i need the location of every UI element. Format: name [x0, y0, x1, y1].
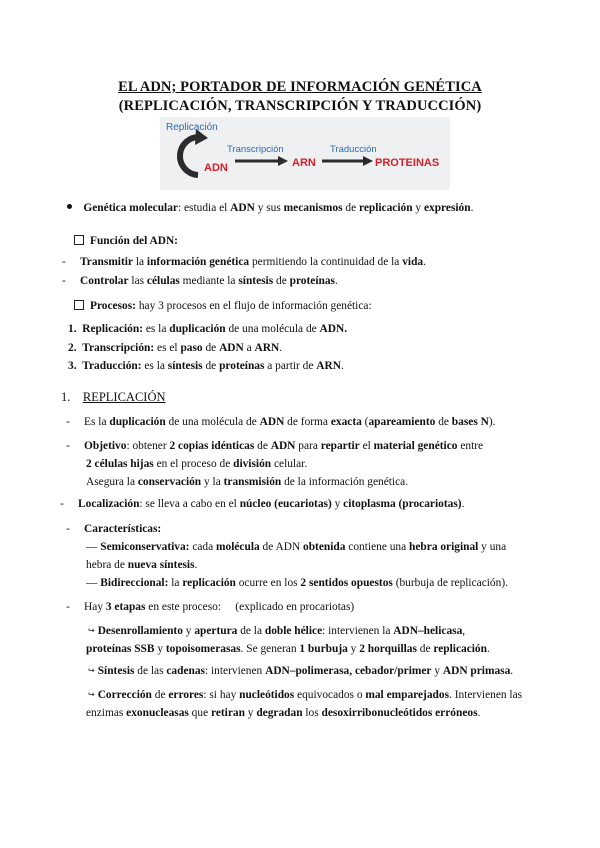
bidireccional-line: — Bidireccional: la replicación ocurre en los 2 sentidos opuestos (burbuja de replicación).: [86, 577, 508, 589]
semiconservativa-line-1: — Semiconservativa: cada molécula de ADN obtenida contiene una hebra original y una: [86, 541, 507, 553]
etapa-3-line-1: ↪ Corrección de errores: si hay nucleótidos equivocados o mal emparejados. Intervienen las: [88, 689, 523, 701]
label-traduccion: Traducción: [330, 144, 377, 155]
procesos-heading: Procesos: hay 3 procesos en el flujo de información genética:: [74, 299, 372, 313]
funcion-heading: Función del ADN:: [74, 234, 178, 248]
intro-line: Genética molecular: estudia el ADN y sus mecanismos de replicación y expresión.: [67, 201, 473, 215]
checkbox-square-icon: [74, 300, 84, 310]
genetic-flow-diagram: [160, 117, 450, 190]
proceso-item-2: 2. Transcripción: es el paso de ADN a ARN.: [68, 342, 283, 354]
objetivo-line-1: - Objetivo: obtener 2 copias idénticas de ADN para repartir el material genético entre: [66, 440, 484, 452]
hook-arrow-icon: ↪: [88, 626, 95, 635]
bullet-dot: [67, 204, 72, 209]
label-arn: ARN: [292, 157, 316, 169]
etapa-3-line-2: enzimas exonucleasas que retiran y degradan los desoxirribonucleótidos erróneos.: [86, 707, 481, 719]
document-subtitle: (REPLICACIÓN, TRANSCRIPCIÓN Y TRADUCCIÓN): [118, 98, 482, 114]
etapa-1-line-2: proteínas SSB y topoisomerasas. Se generan 1 burbuja y 2 horquillas de replicación.: [86, 643, 490, 655]
localizacion-line: - Localización: se lleva a cabo en el núcleo (eucariotas) y citoplasma (procariotas).: [60, 498, 465, 510]
replicacion-definition: - Es la duplicación de una molécula de ADN de forma exacta (apareamiento de bases N).: [66, 416, 496, 428]
label-adn: ADN: [204, 162, 228, 174]
proceso-item-3: 3. Traducción: es la síntesis de proteínas a partir de ARN.: [68, 360, 344, 372]
hook-arrow-icon: ↪: [88, 690, 95, 699]
label-transcripcion: Transcripción: [227, 144, 284, 155]
hook-arrow-icon: ↪: [88, 666, 95, 675]
proceso-item-1: 1. Replicación: es la duplicación de una molécula de ADN.: [68, 323, 348, 335]
etapa-1-line-1: ↪ Desenrollamiento y apertura de la doble hélice: intervienen la ADN–helicasa,: [88, 625, 466, 637]
etapa-2-line: ↪ Síntesis de las cadenas: intervienen ADN–polimerasa, cebador/primer y ADN primasa.: [88, 665, 514, 677]
objetivo-line-2: 2 células hijas en el proceso de división celular.: [86, 458, 308, 470]
funcion-item-1: - Transmitir la información genética permitiendo la continuidad de la vida.: [62, 256, 426, 268]
semiconservativa-line-2: hebra de nueva síntesis.: [86, 559, 198, 571]
document-title: EL ADN; PORTADOR DE INFORMACIÓN GENÉTICA: [118, 79, 482, 95]
caracteristicas-heading: - Características:: [66, 523, 162, 535]
objetivo-line-3: Asegura la conservación y la transmisión de la información genética.: [86, 476, 409, 488]
checkbox-square-icon: [74, 235, 84, 245]
label-proteinas: PROTEINAS: [375, 157, 440, 169]
etapas-heading: - Hay 3 etapas en este proceso: (explicado en procariotas): [66, 601, 355, 613]
label-replicacion: Replicación: [166, 122, 218, 133]
section-heading-replicacion: 1. REPLICACIÓN: [61, 390, 166, 404]
funcion-item-2: - Controlar las células mediante la síntesis de proteínas.: [62, 275, 338, 287]
